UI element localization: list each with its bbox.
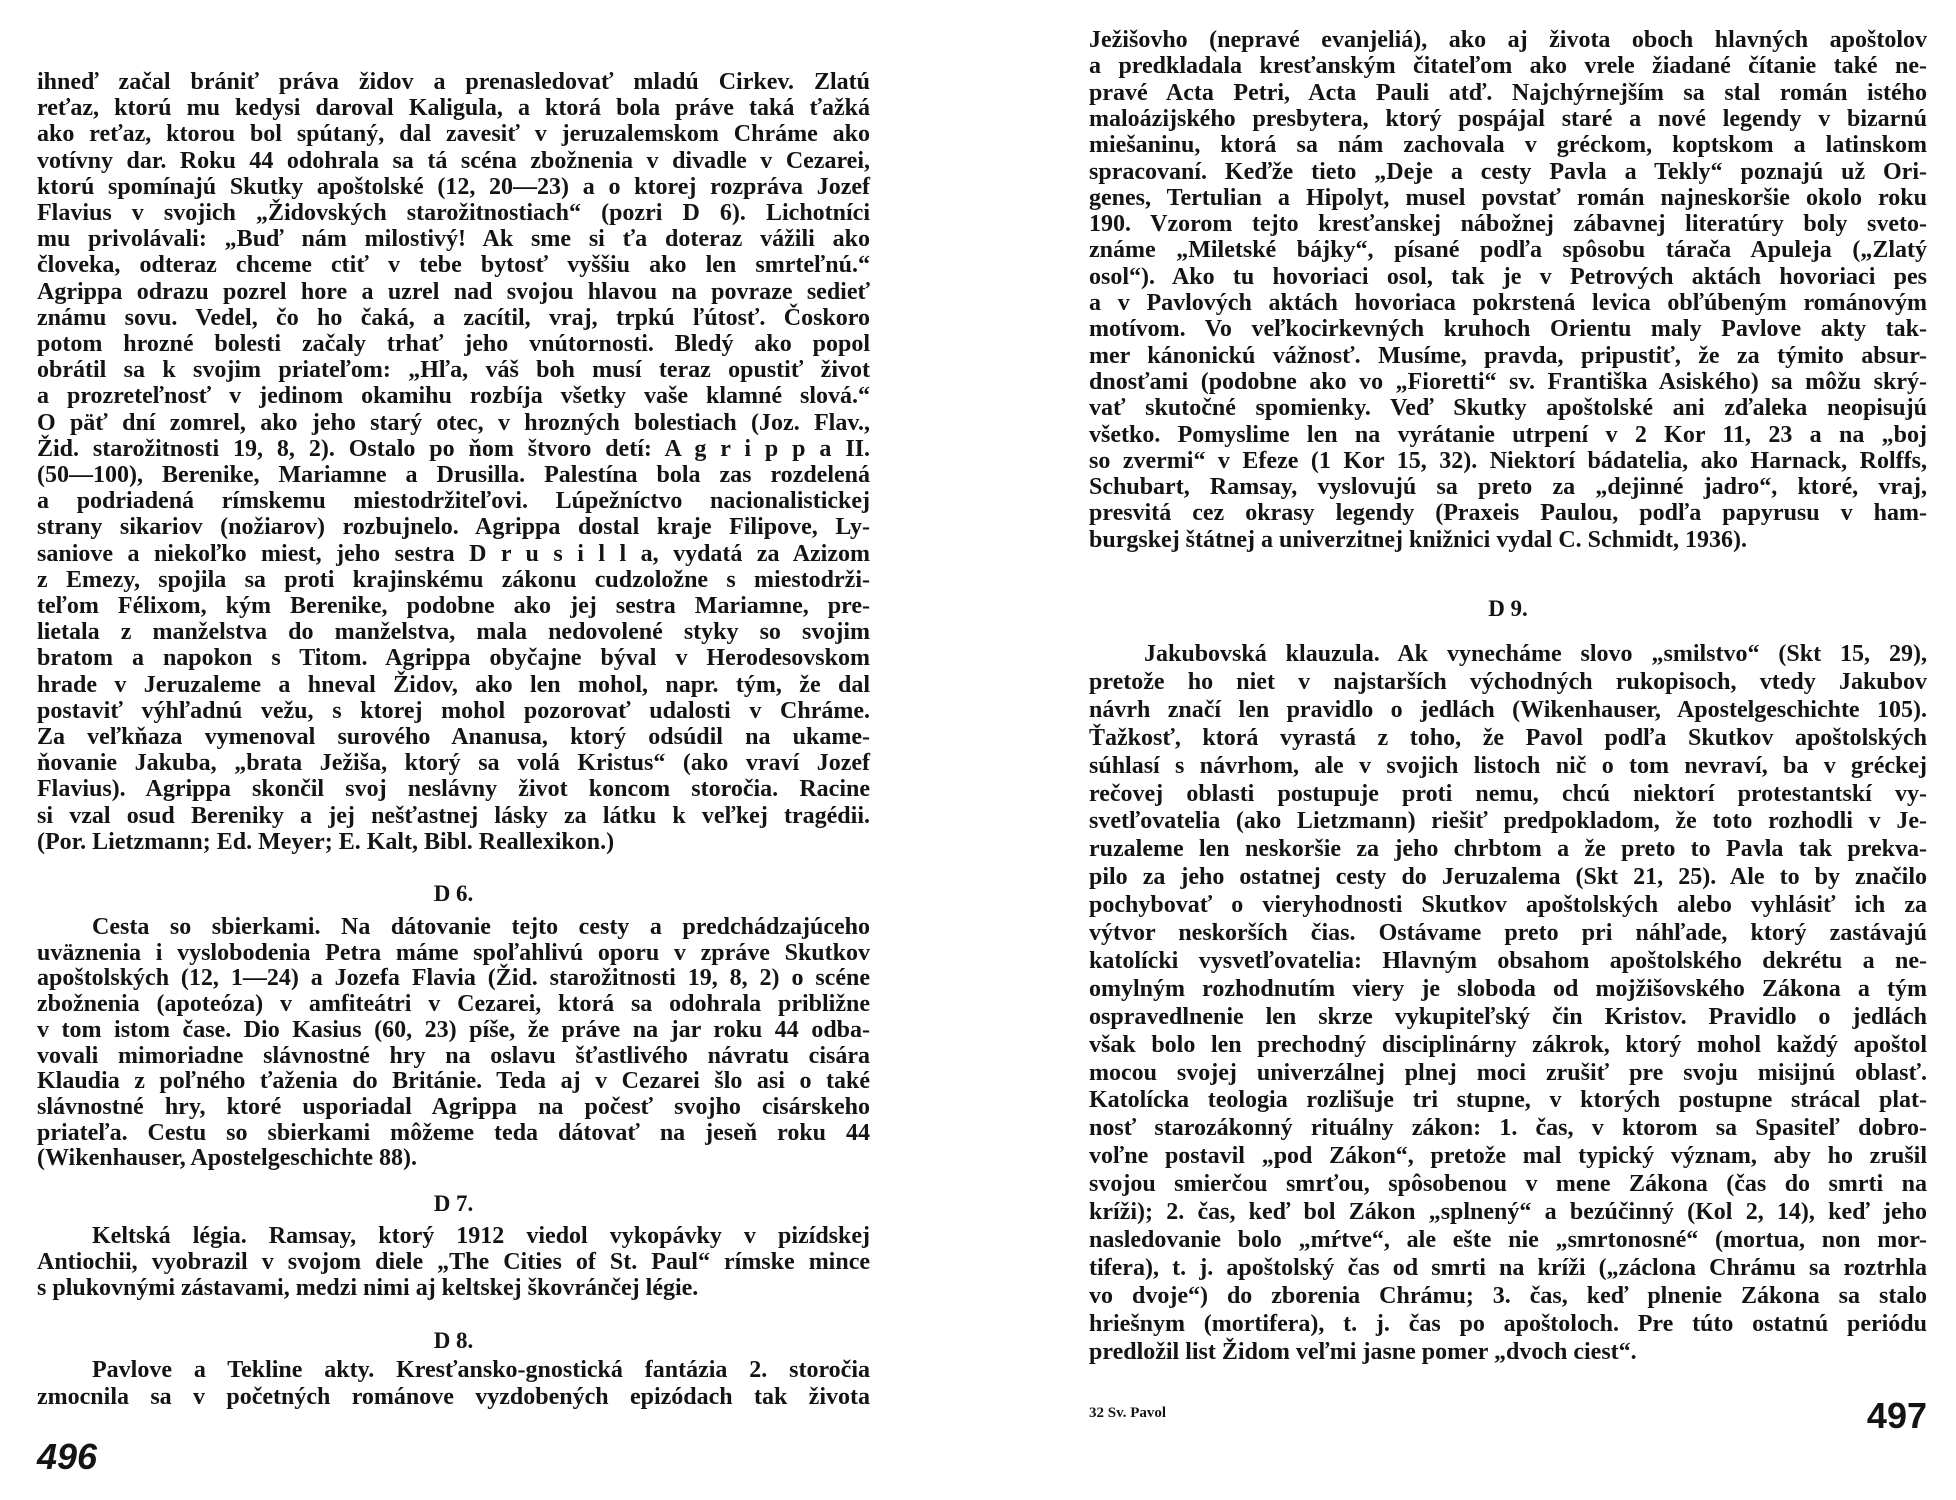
text-line: Pavlove a Tekline akty. Kresťansko-gnostická fantázia 2. storočia <box>92 1357 870 1383</box>
text-line: burgskej štátnej a univerzitnej knižnici vydal C. Schmidt, 1936). <box>1089 526 1748 553</box>
text-line: Ježišovho (nepravé evanjeliá), ako aj života oboch hlavných apoštolov <box>1089 27 1927 53</box>
text-line: potom hrozné bolesti začaly trhať jeho vnútornosti. Bledý ako popol <box>37 331 870 357</box>
page-number: 496 <box>37 1436 98 1477</box>
text-line: výtvor neskorších čias. Ostávame preto pri náhľade, ktorý zastávajú <box>1089 920 1927 946</box>
text-line: apoštolských (12, 1—24) a Jozefa Flavia (Žid. starožitnosti 19, 8, 2) o scéne <box>37 965 870 992</box>
text-line: 190. Vzorom tejto kresťanskej nábožnej zábavnej literatúry boly sveto- <box>1089 211 1927 238</box>
section-heading: D 7. <box>433 1191 474 1216</box>
text-line: ruzaleme len neskoršie za jeho chrbtom a že preto to Pavla tak prekva- <box>1089 836 1927 863</box>
text-line: tifera), t. j. apoštolský čas od smrti na kríži („záclona Chrámu sa roztrhla <box>1089 1254 1927 1281</box>
text-line: ňovanie Jakuba, „brata Ježiša, ktorý sa volá Kristus“ (ako vraví Jozef <box>37 750 870 777</box>
section-heading: D 8. <box>433 1328 474 1353</box>
text-line: strany sikariov (nožiarov) rozbujnelo. Agrippa dostal kraje Filipove, Ly- <box>37 514 870 541</box>
text-line: so zvermi“ v Efeze (1 Kor 15, 32). Niektorí bádatelia, ako Harnack, Rolffs, <box>1089 447 1927 474</box>
text-line: bratom a napokon s Titom. Agrippa obyčajne býval v Herodesovskom <box>37 645 870 672</box>
text-line: priateľa. Cestu so sbierkami môžeme teda dátovať na jeseň roku 44 <box>37 1119 870 1146</box>
text-line: nasledovanie bolo „mŕtve“, ale ešte nie „smrtonosné“ (mortua, non mor- <box>1089 1226 1927 1253</box>
text-line: reťaz, ktorú mu kedysi daroval Kaligula, a ktorá bola práve taká ťažká <box>37 95 870 122</box>
text-line: zmocnila sa v početných románove vyzdobených epizódach tak života <box>37 1384 870 1410</box>
right-page <box>980 0 1956 1500</box>
text-line: genes, Tertulian a Hipolyt, musel povstať román najneskoršie okolo roku <box>1089 184 1927 211</box>
text-line: súhlasí s návrhom, ale v svojich listoch nič o tom nevraví, ba v gréckej <box>1089 752 1927 779</box>
text-line: predložil list Židom veľmi jasne pomer „dvoch ciest“. <box>1089 1338 1637 1365</box>
text-line: pochybovať o vieryhodnosti Skutkov apoštolských alebo vyhlásiť ich za <box>1089 892 1927 919</box>
text-line: mocou svojej univerzálnej plnej moci zrušiť pre svoju misijnú oblasť. <box>1089 1059 1927 1086</box>
text-line: Flavius). Agrippa skončil svoj neslávny život koncom storočia. Racine <box>37 776 870 803</box>
text-line: slávnostné hry, ktoré usporiadal Agrippa na počesť svojho cisárskeho <box>37 1093 870 1120</box>
left-page <box>0 0 960 1500</box>
text-line: svetľovatelia (ako Lietzmann) riešiť predpokladom, že toto rozhodli v Je- <box>1089 808 1927 835</box>
text-line: ktorú spomínajú Skutky apoštolské (12, 20—23) a o ktorej rozpráva Jozef <box>37 173 870 200</box>
text-line: (Por. Lietzmann; Ed. Meyer; E. Kalt, Bibl. Reallexikon.) <box>37 828 615 855</box>
text-line: návrh značí len pravidlo o jedlách (Wikenhauser, Apostelgeschichte 105). <box>1089 696 1927 723</box>
text-line: ako reťaz, ktorou bol spútaný, dal zavesiť v jeruzalemskom Chráme ako <box>37 121 870 148</box>
text-line: (50—100), Berenike, Mariamne a Drusilla. Palestína bola zas rozdelená <box>37 462 870 488</box>
text-line: si vzal osud Bereniky a jej nešťastnej lásky za látku k veľkej tragédii. <box>37 802 870 829</box>
text-line: Flavius v svojich „Židovských starožitnostiach“ (pozri D 6). Lichotníci <box>37 200 870 226</box>
text-line: teľom Félixom, kým Berenike, podobne ako jej sestra Mariamne, pre- <box>37 593 870 619</box>
text-line: Keltská légia. Ramsay, ktorý 1912 viedol vykopávky v pizídskej <box>92 1223 870 1249</box>
text-line: Katolícka teologia rozlišuje tri stupne, v ktorých postupne strácal plat- <box>1089 1087 1927 1114</box>
text-line: ihneď začal brániť práva židov a prenasledovať mladú Cirkev. Zlatú <box>37 69 870 95</box>
text-line: Agrippa odrazu pozrel hore a uzrel nad svojou hlavou na povraze sedieť <box>37 278 870 305</box>
text-line: hrade v Jeruzaleme a hneval Židov, ako len mohol, napr. tým, že dal <box>37 671 870 698</box>
text-line: v tom istom čase. Dio Kasius (60, 23) píše, že práve na jar roku 44 odba- <box>37 1016 870 1043</box>
text-line: Schubart, Ramsay, vyslovujú sa preto za „dejinné jadro“, ktoré, vraj, <box>1089 474 1927 501</box>
text-line: vovali mimoriadne slávnostné hry na oslavu šťastlivého návratu cisára <box>37 1042 870 1069</box>
text-line: Ťažkosť, ktorá vyrastá z toho, že Pavol podľa Skutkov apoštolských <box>1089 724 1927 751</box>
signature-mark: 32 Sv. Pavol <box>1089 1405 1167 1421</box>
text-line: Za veľkňaza vymenoval surového Ananusa, ktorý odsúdil na ukame- <box>37 724 870 750</box>
text-line: Klaudia z poľného ťaženia do Británie. Teda aj v Cezarei šlo asi o také <box>37 1068 870 1095</box>
text-line: človeka, odteraz chceme ctiť v tebe bytosť vyššiu ako len smrteľnú.“ <box>37 252 870 279</box>
text-line: Jakubovská klauzula. Ak vynecháme slovo „smilstvo“ (Skt 15, 29), <box>1144 641 1927 667</box>
text-line: mu privolávali: „Buď nám milostivý! Ak sme si ťa doteraz vážili ako <box>37 226 870 253</box>
text-line: vať skutočné spomienky. Veď Skutky apoštolské ani zďaleka neopisujú <box>1089 395 1927 422</box>
text-line: rečovej oblasti postupuje proti nemu, chcú niektorí protestantskí vy- <box>1089 780 1927 807</box>
page-number: 497 <box>1866 1395 1927 1436</box>
text-line: motívom. Vo veľkocirkevných kruhoch Orientu maly Pavlove akty tak- <box>1089 316 1927 343</box>
text-line: dnosťami (podobne ako vo „Fioretti“ sv. Františka Asiského) sa môžu skrý- <box>1089 368 1927 395</box>
text-line: svojou smierčou smrťou, spôsobenou v mene Zákona (čas do smrti na <box>1089 1171 1927 1198</box>
text-line: saniove a niekoľko miest, jeho sestra D r u s i l l a, vydatá za Azizom <box>37 540 870 567</box>
text-line: votívny dar. Roku 44 odohrala sa tá scéna zbožnenia v divadle v Cezarei, <box>37 147 870 174</box>
section-heading: D 6. <box>433 881 474 906</box>
text-line: vo dvoje“) do zborenia Chrámu; 3. čas, keď plnenie Zákona sa stalo <box>1089 1282 1927 1309</box>
text-line: voľne postavil „pod Zákon“, pretože mal typický význam, aby ho zrušil <box>1089 1143 1927 1170</box>
text-line: katolícki vysvetľovatelia: Hlavným obsahom apoštolského dekrétu a ne- <box>1089 947 1927 974</box>
text-line: kríži); 2. čas, keď bol Zákon „splnený“ a bezúčinný (Kol 2, 14), keď jeho <box>1089 1199 1927 1225</box>
text-line: známu sovu. Vedel, čo ho čaká, a zacítil, vraj, trpkú ľútosť. Čoskoro <box>37 304 870 331</box>
text-line: hriešnym (mortifera), t. j. čas po apoštoloch. Pre túto ostatnú periódu <box>1089 1310 1927 1337</box>
text-line: postaviť výhľadnú vežu, s ktorej mohol pozorovať udalosti v Chráme. <box>37 697 870 724</box>
text-line: spracovaní. Keďže tieto „Deje a cesty Pavla a Tekly“ poznajú už Ori- <box>1089 158 1927 185</box>
text-line: zbožnenia (apoteóza) v amfiteátri v Cezarei, ktorá sa odohrala približne <box>37 991 870 1018</box>
text-line: známe „Miletské bájky“, písané podľa spôsobu tárača Apuleja („Zlatý <box>1089 237 1927 264</box>
text-line: z Emezy, spojila sa proti krajinskému zákonu cudzoložne s miestodrži- <box>37 566 870 593</box>
text-line: všetko. Pomyslime len na vyrátanie utrpení v 2 Kor 11, 23 a na „boj <box>1089 421 1927 448</box>
section-heading: D 9. <box>1488 596 1528 621</box>
text-line: a v Pavlových aktách hovoriaca pokrstená levica obľúbeným románovým <box>1089 290 1927 316</box>
text-line: obrátil sa k svojim priateľom: „Hľa, váš boh musí teraz opustiť život <box>37 357 870 384</box>
text-line: pilo za jeho ostatnej cesty do Jeruzalema (Skt 21, 25). Ale to by značilo <box>1089 864 1927 891</box>
text-line: ospravedlnenie len skrze vykupiteľský čin Kristov. Pravidlo o jedlách <box>1089 1003 1927 1030</box>
text-line: maloázijského presbytera, ktorý pospájal staré a nové legendy v bizarnú <box>1089 105 1927 132</box>
text-line: omylným rozhodnutím viery je sloboda od mojžišovského Zákona a tým <box>1089 975 1927 1002</box>
text-line: uväznenia i vyslobodenia Petra máme spoľahlivú oporu v zpráve Skutkov <box>37 939 870 966</box>
text-line: miešaninu, ktorá sa nám zachovala v gréckom, koptskom a latinskom <box>1089 132 1927 159</box>
text-line: O päť dní zomrel, ako jeho starý otec, v hrozných bolestiach (Joz. Flav., <box>37 409 870 436</box>
text-line: Cesta so sbierkami. Na dátovanie tejto cesty a predchádzajúceho <box>92 914 870 940</box>
text-line: lietala z manželstva do manželstva, mala nedovolené styky so svojim <box>37 619 870 646</box>
text-line: a prozreteľnosť v jedinom okamihu rozbíja všetky vaše klamné slová.“ <box>37 383 870 410</box>
text-line: nosť starozákonný rituálny zákon: 1. čas, v ktorom sa Spasiteľ dobro- <box>1089 1115 1927 1142</box>
text-line: však bolo len prechodný disciplinárny zákrok, ktorý mohol každý apoštol <box>1089 1031 1927 1058</box>
text-line: s plukovnými zástavami, medzi nimi aj keltskej škovránčej légie. <box>37 1275 699 1301</box>
text-line: a predkladala kresťanským čitateľom ako vrele žiadané čítanie také ne- <box>1089 53 1927 80</box>
text-line: pravé Acta Petri, Acta Pauli atď. Najchýrnejším sa stal román istého <box>1089 79 1927 106</box>
text-line: Žid. starožitnosti 19, 8, 2). Ostalo po ňom štvoro detí: A g r i p p a II. <box>37 435 870 462</box>
text-line: (Wikenhauser, Apostelgeschichte 88). <box>37 1145 418 1172</box>
text-line: osol“). Ako tu hovoriaci osol, tak je v Petrových aktách hovoriaci pes <box>1089 263 1927 290</box>
text-line: presvitá cez okrasy legendy (Praxeis Paulou, podľa papyrusu v ham- <box>1089 500 1927 527</box>
text-line: Antiochii, vyobrazil v svojom diele „The Cities of St. Paul“ rímske mince <box>37 1249 870 1275</box>
text-line: mer kánonickú vážnosť. Musíme, pravda, pripustiť, že za týmito absur- <box>1089 342 1927 369</box>
text-line: a podriadená rímskemu miestodržiteľovi. Lúpežníctvo nacionalistickej <box>37 488 870 515</box>
text-line: pretože ho niet v najstarších východných rukopisoch, vtedy Jakubov <box>1089 668 1927 695</box>
